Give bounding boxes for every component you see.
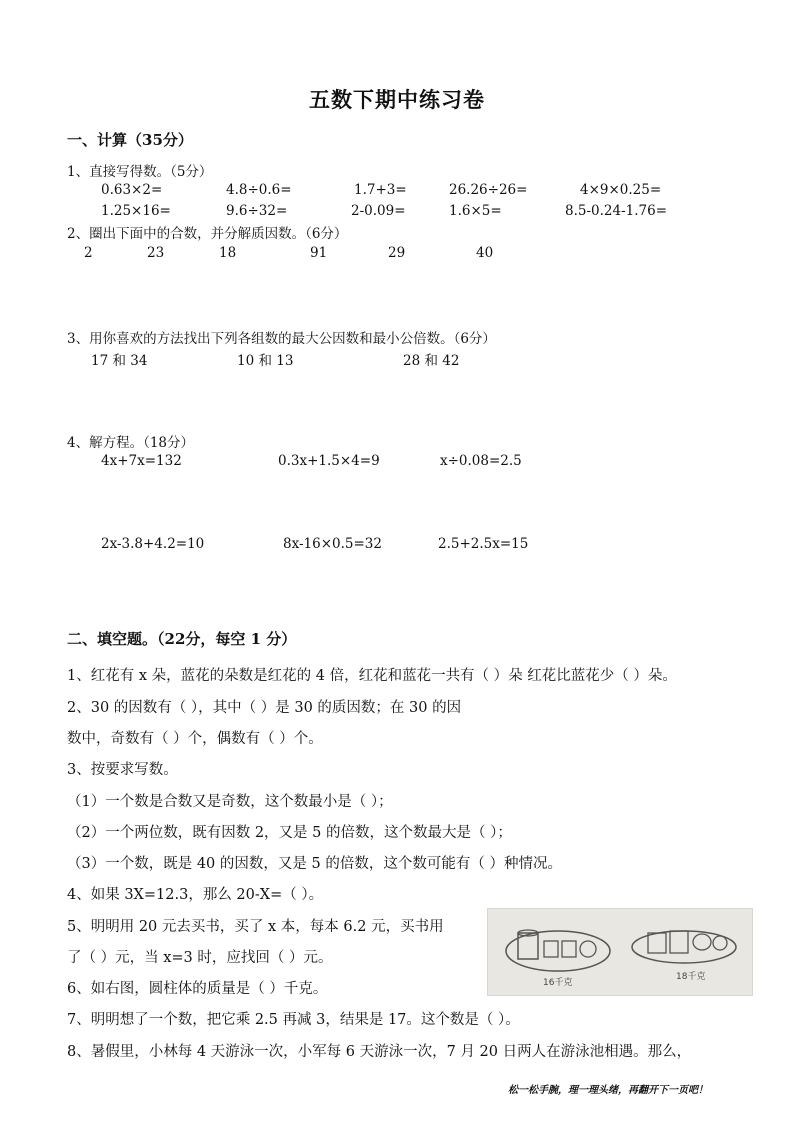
q2-number: 91 [310,245,328,261]
equation: x÷0.08=2.5 [440,453,522,469]
q2-number: 18 [219,245,237,261]
fill-line: 了（ ）元，当 x=3 时，应找回（ ）元。 [67,950,333,966]
q1-item: 4×9×0.25= [580,182,662,198]
q2-number: 2 [84,245,93,261]
fill-line: （3）一个数，既是 40 的因数，又是 5 的倍数，这个数可能有（ ）种情况。 [67,856,562,872]
fill-line: 7、明明想了一个数，把它乘 2.5 再减 3，结果是 17。这个数是（ ）。 [67,1012,520,1028]
fill-line: 8、暑假里，小林每 4 天游泳一次，小军每 6 天游泳一次，7 月 20 日两人在游泳池相遇。那么， [67,1044,692,1060]
fill-line: 2、30 的因数有（ ），其中（ ）是 30 的质因数；在 30 的因 [67,700,462,716]
section1-heading: 一、计算（35分） [67,131,193,149]
balance-figure [487,908,753,996]
fill-line: 数中，奇数有（ ）个，偶数有（ ）个。 [67,731,323,747]
q1-item: 4.8÷0.6= [226,182,292,198]
fill-line: 1、红花有 x 朵，蓝花的朵数是红花的 4 倍，红花和蓝花一共有（ ）朵 红花比蓝花少（ ）朵。 [67,668,677,684]
q3-pair: 10 和 13 [237,353,294,369]
q1-item: 2-0.09= [351,203,406,219]
q3-label: 3、用你喜欢的方法找出下列各组数的最大公因数和最小公倍数。（6分） [67,331,496,347]
equation: 0.3x+1.5×4=9 [278,453,380,469]
section2-heading: 二、填空题。（22分，每空 1 分） [67,630,297,648]
q1-item: 8.5-0.24-1.76= [565,203,668,219]
q2-number: 29 [388,245,406,261]
q4-label: 4、解方程。（18分） [67,435,195,451]
q2-number: 23 [147,245,165,261]
balance-illustration [488,909,752,995]
q1-item: 0.63×2= [101,182,163,198]
q2-number: 40 [476,245,494,261]
footer-note: 松一松手腕，理一理头绪，再翻开下一页吧！ [508,1085,708,1096]
fill-line: 4、如果 3X=12.3，那么 20-X=（ ）。 [67,887,324,903]
q1-item: 26.26÷26= [449,182,528,198]
q1-item: 1.25×16= [101,203,171,219]
page-title: 五数下期中练习卷 [309,87,485,112]
q1-item: 9.6÷32= [226,203,288,219]
left-weight-label: 16千克 [543,978,573,988]
fill-line: 6、如右图，圆柱体的质量是（ ）千克。 [67,981,328,997]
equation: 8x-16×0.5=32 [283,536,382,552]
fill-line: （2）一个两位数，既有因数 2，又是 5 的倍数，这个数最大是（ ）； [67,825,512,841]
q1-item: 1.6×5= [449,203,502,219]
fill-line: 3、按要求写数。 [67,762,178,778]
q3-pair: 28 和 42 [403,353,460,369]
equation: 2x-3.8+4.2=10 [101,536,205,552]
q1-label: 1、直接写得数。（5分） [67,164,213,180]
equation: 4x+7x=132 [101,453,182,469]
q3-pair: 17 和 34 [91,353,148,369]
fill-line: 5、明明用 20 元去买书，买了 x 本，每本 6.2 元，买书用 [67,919,444,935]
q1-item: 1.7+3= [354,182,407,198]
q2-label: 2、圈出下面中的合数，并分解质因数。（6分） [67,226,348,242]
fill-line: （1）一个数是合数又是奇数，这个数最小是（ ）； [67,794,393,810]
right-weight-label: 18千克 [676,972,706,982]
equation: 2.5+2.5x=15 [438,536,529,552]
